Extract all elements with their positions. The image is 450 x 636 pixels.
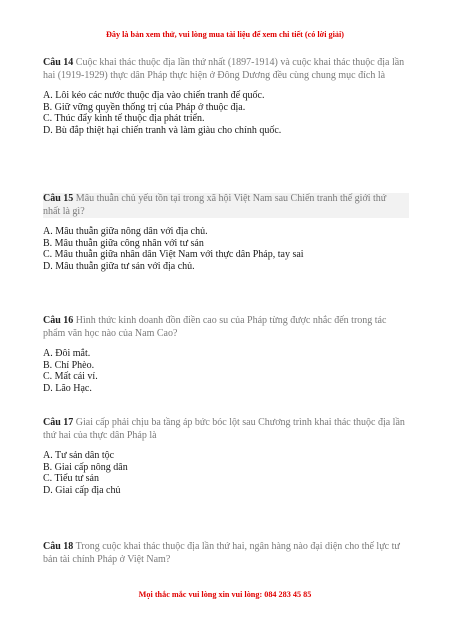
question-15-option-a: A. Mâu thuẫn giữa nông dân với địa chủ. [43, 226, 208, 237]
question-14-option-c: C. Thúc đẩy kinh tế thuộc địa phát triển. [43, 113, 205, 125]
question-15-option-c: C. Mâu thuẫn giữa nhân dân Việt Nam với thực dân Pháp, tay sai [43, 249, 304, 261]
question-17-option-a: A. Tư sản dân tộc [43, 450, 115, 461]
question-17-option-d: D. Giai cấp địa chủ [43, 484, 121, 496]
question-16-text-block [43, 315, 405, 340]
question-14-option-b: B. Giữ vững quyền thống trị của Pháp ở thuộc địa. [43, 101, 246, 113]
question-17-option-b: B. Giai cấp nông dân [43, 461, 128, 473]
question-14-text: Cuộc khai thác thuộc địa lần thứ nhất (1897-1914) và cuộc khai thác thuộc địa lần hai (1919-1929) thực dân Pháp thực hiện ở Đông Dương đều cùng chung mục đích là [43, 57, 405, 81]
question-15-number: Câu 15 [43, 193, 74, 204]
question-15-text: Mâu thuẫn chủ yếu tồn tại trong xã hội Việt Nam sau Chiến tranh thế giới thứ nhất là gì? [43, 193, 387, 217]
question-16-option-b: B. Chí Phèo. [43, 359, 95, 371]
question-14-number: Câu 14 [43, 57, 74, 68]
question-17-number: Câu 17 [43, 417, 74, 428]
question-16-options [43, 348, 405, 394]
question-18-text: Trong cuộc khai thác thuộc địa lần thứ hai, ngân hàng nào đại diện cho thế lực tư bản tài chính Pháp ở Việt Nam? [43, 541, 400, 565]
contact-footer: Mọi thắc mắc vui lòng xin vui lòng: 084 283 45 85 [138, 590, 312, 599]
question-14-options [43, 90, 405, 136]
question-17-option-c: C. Tiểu tư sản [43, 473, 99, 485]
question-14-option-d: D. Bù đắp thiệt hại chiến tranh và làm giàu cho chính quốc. [43, 124, 282, 136]
question-15 [43, 193, 405, 272]
question-14 [43, 57, 405, 136]
question-14-option-a: A. Lôi kéo các nước thuộc địa vào chiến tranh đế quốc. [43, 90, 265, 101]
question-15-option-d: D. Mâu thuẫn giữa tư sản với địa chủ. [43, 260, 195, 272]
question-16-option-a: A. Đôi mắt. [43, 348, 91, 359]
question-15-option-b: B. Mâu thuẫn giữa công nhân với tư sản [43, 237, 204, 249]
question-17-text-block [43, 417, 405, 442]
question-18-text-block [43, 541, 405, 566]
question-17 [43, 417, 405, 496]
question-14-text-block [43, 57, 405, 82]
question-16-number: Câu 16 [43, 315, 74, 326]
question-17-text: Giai cấp phải chịu ba tầng áp bức bóc lột sau Chương trình khai thác thuộc địa lần thứ hai của thực dân Pháp là [43, 417, 405, 441]
question-17-options [43, 450, 405, 496]
question-18 [43, 541, 405, 566]
question-15-text-block [43, 193, 409, 218]
question-16-option-c: C. Mất cái ví. [43, 371, 98, 383]
question-18-number: Câu 18 [43, 541, 74, 552]
question-16-option-d: D. Lão Hạc. [43, 382, 92, 394]
question-15-options [43, 226, 405, 272]
preview-banner: Đây là bản xem thử, vui lòng mua tài liệu để xem chi tiết (có lời giải) [105, 30, 344, 39]
question-16-text: Hình thức kinh doanh đồn điền cao su của Pháp từng được nhắc đến trong tác phẩm văn học nào của Nam Cao? [43, 315, 387, 339]
question-16 [43, 315, 405, 394]
